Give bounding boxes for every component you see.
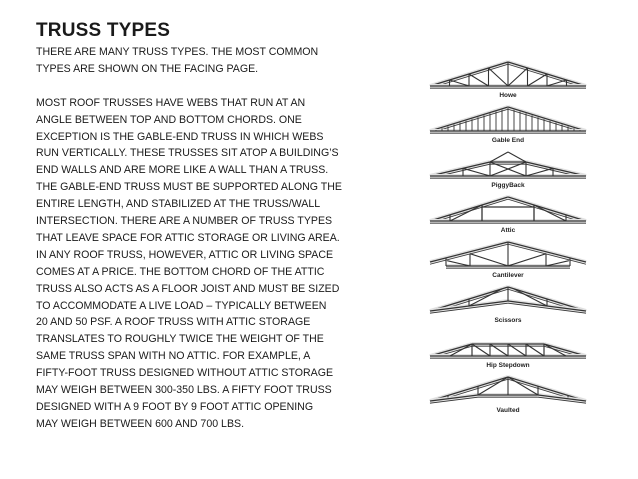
body-line: MAY WEIGH BETWEEN 600 AND 700 LBS. [36,417,245,430]
body-line: EXCEPTION IS THE GABLE-END TRUSS IN WHICH WEBS [36,130,324,143]
body-line: SAME TRUSS SPAN WITH NO ATTIC. FOR EXAMPLE, A [36,350,311,363]
body-text [36,44,366,433]
body-line: MOST ROOF TRUSSES HAVE WEBS THAT RUN AT AN [36,96,306,109]
truss-label: Gable End [491,137,525,144]
truss-piggy [430,152,586,189]
body-line: RUN VERTICALLY. THESE TRUSSES SIT ATOP A BUILDING’S [36,147,339,160]
truss-gable [430,107,586,144]
truss-label: Attic [500,227,516,234]
truss-label: Cantilever [492,272,524,279]
body-line: ENTIRE LENGTH, AND STABILIZED AT THE TRUSS/WALL [36,198,321,211]
body-line: ANGLE BETWEEN TOP AND BOTTOM CHORDS. ONE [36,113,302,126]
truss-vaulted [430,377,586,414]
body-line: MAY WEIGH BETWEEN 300-350 LBS. A FIFTY FOOT TRUSS [36,384,332,397]
body-line: TO ACCOMMODATE A LIVE LOAD – TYPICALLY BETWEEN [36,299,327,312]
body-line: IN ANY ROOF TRUSS, HOWEVER, ATTIC OR LIVING SPACE [36,248,334,261]
truss-cant [430,242,586,279]
body-line: INTERSECTION. THERE ARE A NUMBER OF TRUSS TYPES [36,215,333,228]
truss-label: Scissors [494,317,522,324]
body-line: THE GABLE-END TRUSS MUST BE SUPPORTED ALONG THE [36,181,342,194]
body-line: TRUSS ALSO ACTS AS A FLOOR JOIST AND MUST BE SIZED [36,282,340,295]
truss-label: PiggyBack [491,182,525,189]
intro-line: THERE ARE MANY TRUSS TYPES. THE MOST COMMON [36,46,319,58]
truss-scissors [430,287,586,324]
body-line: FIFTY-FOOT TRUSS DESIGNED WITHOUT ATTIC STORAGE [36,367,334,380]
body-line: TRANSLATES TO ROUGHLY TWICE THE WEIGHT OF THE [36,333,324,346]
truss-diagram [408,56,608,416]
body-line: 20 AND 50 PSF. A ROOF TRUSS WITH ATTIC STORAGE [36,316,311,329]
body-line: THAT LEAVE SPACE FOR ATTIC STORAGE OR LIVING AREA. [36,231,340,244]
truss-attic [430,197,586,234]
slide-title: TRUSS TYPES [36,20,171,41]
truss-types-figure [408,56,608,416]
truss-label: Vaulted [496,407,520,414]
body-line: DESIGNED WITH A 9 FOOT BY 9 FOOT ATTIC OPENING [36,401,314,414]
body-line: END WALLS AND ARE MORE LIKE A WALL THAN A TRUSS. [36,164,329,177]
paragraph-gap [36,78,366,95]
intro-line: TYPES ARE SHOWN ON THE FACING PAGE. [36,62,259,75]
truss-label: Hip Stepdown [486,362,530,369]
body-line: COMES AT A PRICE. THE BOTTOM CHORD OF THE ATTIC [36,265,325,278]
truss-hip [430,344,586,369]
truss-howe [430,62,586,99]
truss-label: Howe [499,92,517,99]
